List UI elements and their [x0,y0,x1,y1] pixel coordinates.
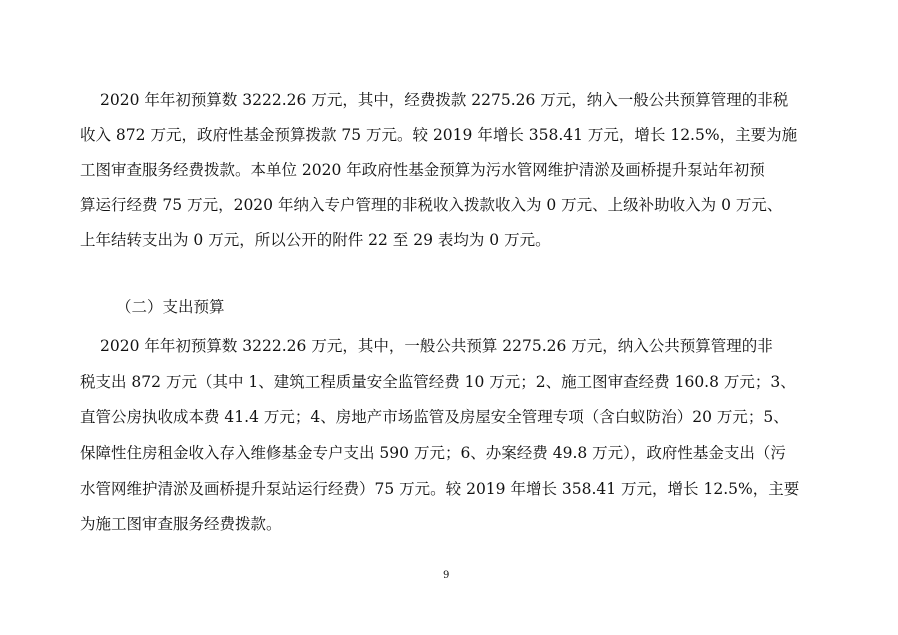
text-line: 保障性住房租金收入存入维修基金专户支出 590 万元；6、办案经费 49.8 万元），政府性基金支出（污 [80,444,786,462]
text-line: 2020 年年初预算数 3222.26 万元，其中，一般公共预算 2275.26 万元，纳入公共预算管理的非 [100,337,773,355]
text-line: 为施工图审查服务经费拨款。 [80,515,282,533]
text-line: 税支出 872 万元（其中 1、建筑工程质量安全监管经费 10 万元；2、施工图审查经费 160.8 万元；3、 [80,373,796,391]
text-line: 上年结转支出为 0 万元，所以公开的附件 22 至 29 表均为 0 万元。 [80,231,551,249]
text-line: 2020 年年初预算数 3222.26 万元，其中，经费拨款 2275.26 万元，纳入一般公共预算管理的非税 [100,91,789,109]
text-line: 水管网维护清淤及画桥提升泵站运行经费）75 万元。较 2019 年增长 358.41 万元，增长 12.5%，主要 [80,480,800,498]
text-line: 直管公房执收成本费 41.4 万元；4、房地产市场监管及房屋安全管理专项（含白蚁防治）20 万元；5、 [80,408,789,426]
page-number: 9 [443,570,450,581]
text-line: 算运行经费 75 万元，2020 年纳入专户管理的非税收入拨款收入为 0 万元、上级补助收入为 0 万元、 [80,196,783,214]
section-heading: （二）支出预算 [116,298,225,316]
text-line: 收入 872 万元，政府性基金预算拨款 75 万元。较 2019 年增长 358.41 万元，增长 12.5%，主要为施 [80,126,798,144]
text-line: 工图审查服务经费拨款。本单位 2020 年政府性基金预算为污水管网维护清淤及画桥提升泵站年初预 [80,161,765,179]
